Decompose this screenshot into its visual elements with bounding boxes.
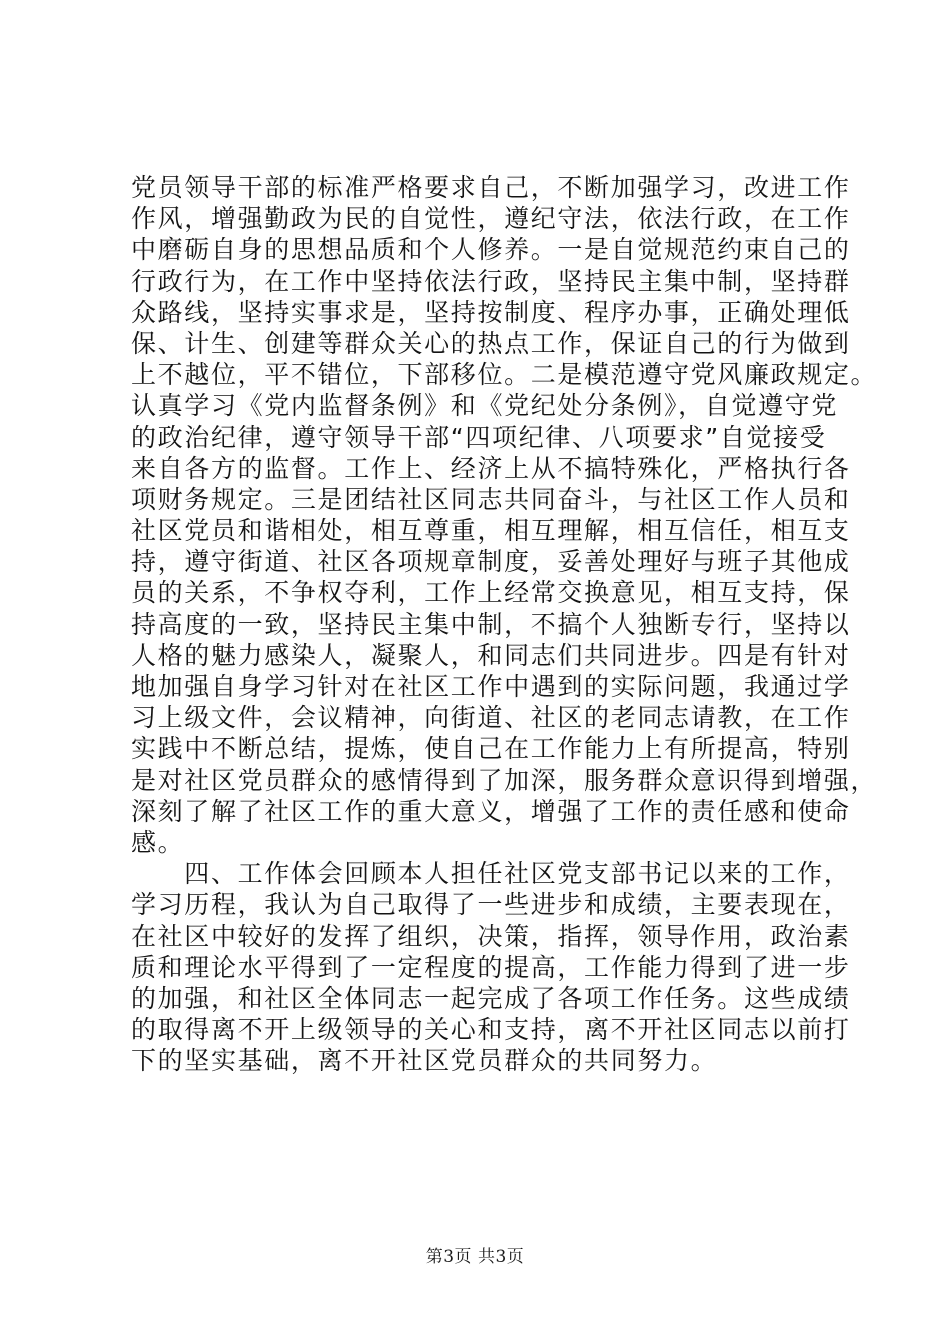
text-line: 质和理论水平得到了一定程度的提高，工作能力得到了进一步 xyxy=(131,952,851,982)
page-number-footer: 第3页 共3页 xyxy=(425,1247,525,1267)
text-line: 的取得离不开上级领导的关心和支持，离不开社区同志以前打 xyxy=(131,1015,851,1045)
text-line: 保、计生、创建等群众关心的热点工作，保证自己的行为做到 xyxy=(131,328,851,358)
paragraph-start-line: 四、工作体会回顾本人担任社区党支部书记以来的工作， xyxy=(131,859,851,889)
text-line: 的政治纪律，遵守领导干部“四项纪律、八项要求”自觉接受 xyxy=(131,422,827,452)
text-line: 认真学习《党内监督条例》和《党纪处分条例》，自觉遵守党 xyxy=(131,391,839,421)
text-line: 人格的魅力感染人，凝聚人，和同志们共同进步。四是有针对 xyxy=(131,640,851,670)
document-body xyxy=(131,172,878,1076)
text-line: 在社区中较好的发挥了组织，决策，指挥，领导作用，政治素 xyxy=(131,921,851,951)
text-line: 众路线，坚持实事求是，坚持按制度、程序办事，正确处理低 xyxy=(131,297,851,327)
text-line: 来自各方的监督。工作上、经济上从不搞特殊化，严格执行各 xyxy=(131,453,851,483)
text-line: 员的关系，不争权夺利，工作上经常交换意见，相互支持，保 xyxy=(131,578,851,608)
text-line: 行政行为，在工作中坚持依法行政，坚持民主集中制，坚持群 xyxy=(131,266,851,296)
text-line: 感。 xyxy=(131,827,185,857)
text-line: 习上级文件，会议精神，向街道、社区的老同志请教，在工作 xyxy=(131,703,851,733)
text-line: 作风，增强勤政为民的自觉性，遵纪守法，依法行政，在工作 xyxy=(131,204,851,234)
text-line: 的加强，和社区全体同志一起完成了各项工作任务。这些成绩 xyxy=(131,983,851,1013)
text-line: 社区党员和谐相处，相互尊重，相互理解，相互信任，相互支 xyxy=(131,516,851,546)
text-line: 下的坚实基础，离不开社区党员群众的共同努力。 xyxy=(131,1046,718,1076)
text-line: 持高度的一致，坚持民主集中制，不搞个人独断专行，坚持以 xyxy=(131,609,851,639)
text-line: 项财务规定。三是团结社区同志共同奋斗，与社区工作人员和 xyxy=(131,484,851,514)
text-line: 是对社区党员群众的感情得到了加深，服务群众意识得到增强， xyxy=(131,765,878,795)
text-line: 持，遵守街道、社区各项规章制度，妥善处理好与班子其他成 xyxy=(131,547,851,577)
text-line: 深刻了解了社区工作的重大意义，增强了工作的责任感和使命 xyxy=(131,796,851,826)
text-line: 上不越位，平不错位，下部移位。二是模范遵守党风廉政规定。 xyxy=(131,360,878,390)
text-line: 学习历程，我认为自己取得了一些进步和成绩，主要表现在， xyxy=(131,890,851,920)
text-line: 中磨砺自身的思想品质和个人修养。一是自觉规范约束自己的 xyxy=(131,235,851,265)
text-line: 地加强自身学习针对在社区工作中遇到的实际问题，我通过学 xyxy=(131,672,851,701)
text-line: 实践中不断总结，提炼，使自己在工作能力上有所提高，特别 xyxy=(131,734,851,764)
text-line: 党员领导干部的标准严格要求自己，不断加强学习，改进工作 xyxy=(131,173,851,202)
